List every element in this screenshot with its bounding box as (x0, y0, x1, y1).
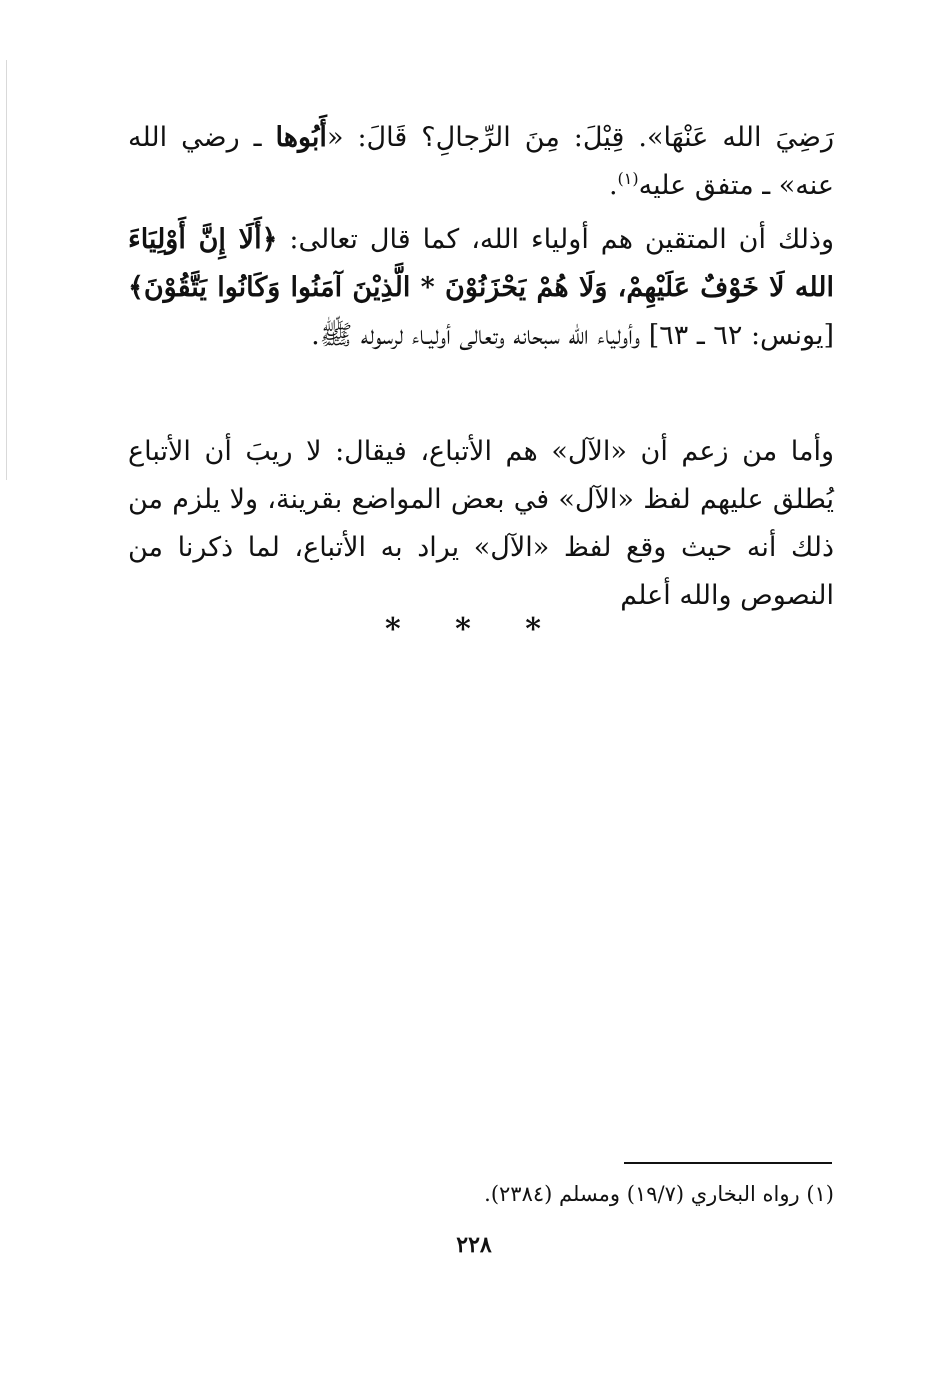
paragraph-1-text-c: . (608, 170, 618, 201)
paragraph-3 (128, 428, 878, 620)
paragraph-3-text: وأما من زعم أن «الآل» هم الأتباع، فيقال: لا ريبَ أن الأتباع يُطلق عليهم لفظ «الآل» في بعض المواضع بقرينة، ولا يلزم من ذلك أنه حيث وقع لفظ «الآل» يراد به الأتباع، لما ذكرنا من النصوص والله أعلم (128, 436, 834, 611)
footnote (300, 1174, 834, 1214)
paragraph-1-text-b: ـ رضي الله عنه» ـ متفق عليه (128, 122, 834, 201)
paragraph-2-text-b: [يونس: ٦٢ ـ ٦٣] وأولياء الله سبحانه وتعالى أوليـاء لرسوله ﷺ. (311, 320, 834, 351)
quran-verse: ﴿أَلَا إِنَّ أَوْلِيَاءَ الله لَا خَوْفٌ عَلَيْهِمْ، وَلَا هُمْ يَحْزَنُوْنَ * الَّذِيْنَ آمَنُوا وَكَانُوا يَتَّقُوْنَ﴾ (128, 224, 834, 303)
footnote-text: (١) رواه البخاري (١٩/٧) ومسلم (٢٣٨٤). (484, 1182, 834, 1206)
footnote-divider (624, 1162, 832, 1164)
paragraph-1-emphasis: أَبُوها (275, 122, 327, 153)
section-separator: * * * (385, 612, 563, 647)
paragraph-2 (128, 216, 878, 360)
page-number: ٢٢٨ (456, 1232, 492, 1258)
page-edge-shadow (6, 60, 7, 480)
paragraph-1 (128, 114, 834, 210)
paragraph-1-text-a: رَضِيَ الله عَنْهَا». قِيْلَ: مِنَ الرِّجالِ؟ قَالَ: « (326, 122, 834, 153)
footnote-reference: (١) (617, 169, 639, 188)
paragraph-2-text-a: وذلك أن المتقين هم أولياء الله، كما قال تعالى: (277, 224, 834, 255)
